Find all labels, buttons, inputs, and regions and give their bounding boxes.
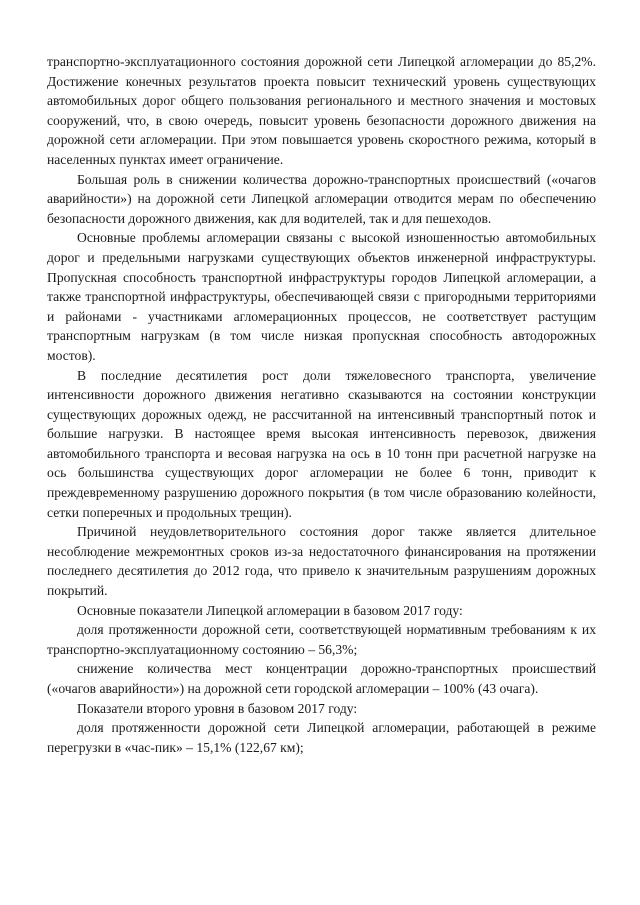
paragraph-4: В последние десятилетия рост доли тяжеловесного транспорта, увеличение интенсивности дорожного движения негативно сказываются на состоянии конструкции существующих дорожных одежд, не рассчитанной на интенсивный транспортный поток и большие нагрузки. В настоящее время высокая интенсивность перевозок, движения автомобильного транспорта и весовая нагрузка на ось в 10 тонн при расчетной нагрузке на ось большинства существующих дорог агломерации не более 6 тонн, приводит к преждевременному разрушению дорожного покрытия (в том числе образованию колейности, сетки поперечных и продольных трещин). [47,367,596,520]
paragraph-5: Причиной неудовлетворительного состояния дорог также является длительное несоблюдение межремонтных сроков из-за недостаточного финансирования на протяжении последнего десятилетия до 2012 года, что привело к значительным разрушениям дорожных покрытий. [47,524,596,599]
paragraph-9: Показатели второго уровня в базовом 2017 году: [77,700,358,716]
paragraph-7: доля протяженности дорожной сети, соответствующей нормативным требованиям к их транспортно-эксплуатационному состоянию – 56,3%; [47,622,596,657]
paragraph-3: Основные проблемы агломерации связаны с высокой изношенностью автомобильных дорог и предельными нагрузками существующих объектов инженерной инфраструктуры. Пропускная способность транспортной инфраструктуры городов Липецкой агломерации, а также транспортной инфраструктуры, обеспечивающей связи с пригородными территориями и районами - участниками агломерационных процессов, не соответствует растущим транспортным нагрузкам (в том числе низкая пропускная способность автодорожных мостов). [47,230,596,363]
paragraph-8: снижение количества мест концентрации дорожно-транспортных происшествий («очагов аварийности») на дорожной сети городской агломерации – 100% (43 очага). [47,661,596,696]
paragraph-6: Основные показатели Липецкой агломерации в базовом 2017 году: [77,602,463,618]
paragraph-1: транспортно-эксплуатационного состояния дорожной сети Липецкой агломерации до 85,2%. Достижение конечных результатов проекта повысит технический уровень существующих автомобильных дорог общего пользования регионального и местного значения и мостовых сооружений, что, в свою очередь, повысит уровень безопасности дорожного движения на дорожной сети агломерации. При этом повышается уровень скоростного режима, который в населенных пунктах имеет ограничение. [47,54,596,167]
document-page [47,52,596,757]
paragraph-10: доля протяженности дорожной сети Липецкой агломерации, работающей в режиме перегрузки в «час-пик» – 15,1% (122,67 км); [47,720,596,755]
paragraph-2: Большая роль в снижении количества дорожно-транспортных происшествий («очагов аварийности») на дорожной сети Липецкой агломерации отводится мерам по обеспечению безопасности дорожного движения, как для водителей, так и для пешеходов. [47,171,596,226]
